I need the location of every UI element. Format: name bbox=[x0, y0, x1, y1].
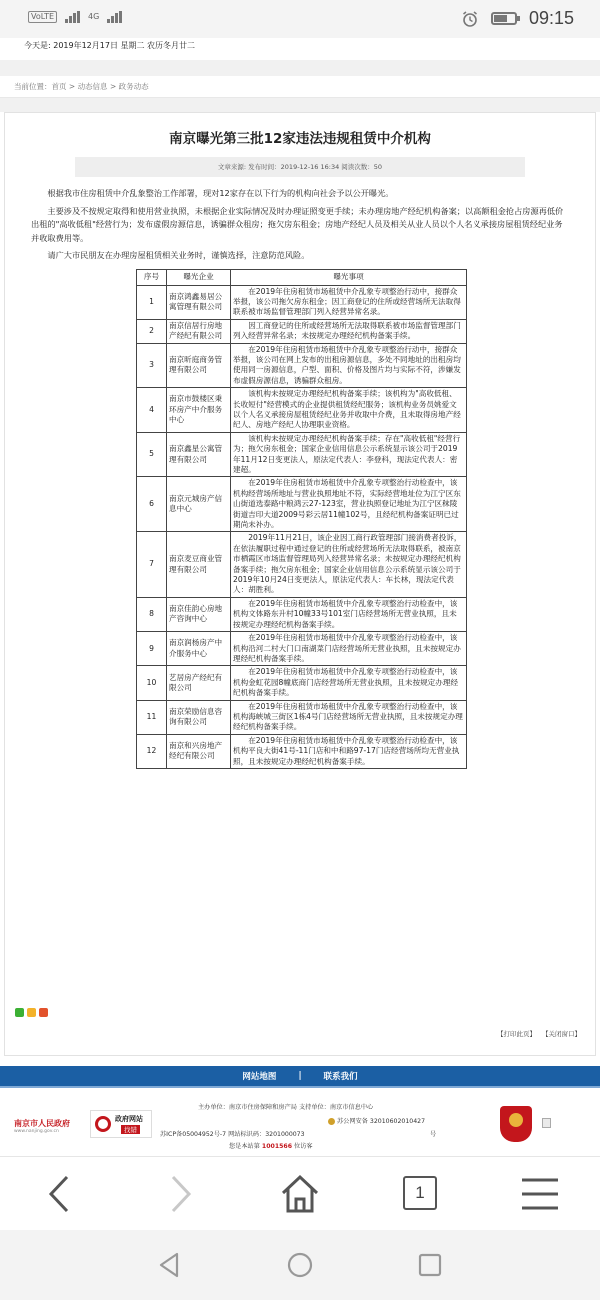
qzone-share-icon[interactable] bbox=[27, 1008, 36, 1017]
spacer bbox=[0, 60, 600, 76]
exposure-detail: 在2019年住房租赁市场租赁中介乱象专项整治行动检查中，该机构沿河二村大门口南湖菜门店经营场所无营业执照，且未按规定办理经纪机构备案手续。 bbox=[231, 632, 467, 666]
police-record[interactable] bbox=[328, 1116, 425, 1125]
col-header-detail: 曝光事项 bbox=[231, 269, 467, 285]
article-body bbox=[5, 187, 595, 263]
close-window-link[interactable]: 【关闭窗口】 bbox=[542, 1030, 581, 1038]
breadcrumb-separator: > bbox=[107, 82, 119, 91]
article-meta: 文章来源: 发布时间：2019-12-16 16:34 阅读次数：50 bbox=[75, 157, 525, 177]
company-name: 南京和兴房地产经纪有限公司 bbox=[167, 734, 231, 768]
alarm-icon bbox=[461, 10, 479, 28]
company-name: 南京荣励信息咨询有限公司 bbox=[167, 700, 231, 734]
share-icons bbox=[15, 1008, 48, 1017]
visits-count: 1001566 bbox=[261, 1143, 293, 1150]
battery-icon bbox=[491, 12, 517, 25]
footer-separator: | bbox=[298, 1071, 302, 1081]
footer-nav bbox=[0, 1066, 600, 1086]
gov-logo-text: 南京市人民政府 bbox=[14, 1119, 70, 1128]
table-row bbox=[137, 666, 467, 700]
exposure-detail: 在2019年住房租赁市场租赁中介乱象专项整治行动检查中，该机构平良大街41号-11门店和中和路97-17门店经营场所均无营业执照，且未按规定办理经纪机构备案手续。 bbox=[231, 734, 467, 768]
table-row bbox=[137, 319, 467, 343]
company-name: 南京佳韵心房地产咨询中心 bbox=[167, 597, 231, 631]
breadcrumb-separator: > bbox=[66, 82, 78, 91]
system-home-icon[interactable] bbox=[285, 1250, 315, 1280]
exposure-detail: 在2019年住房租赁市场租赁中介乱象专项整治行动检查中，该机构文体路东升村10幢33号101室门店经营场所无营业执照，且未按规定办理经纪机构备案手续。 bbox=[231, 597, 467, 631]
volte-indicator: VoLTE bbox=[28, 11, 57, 23]
system-recents-icon[interactable] bbox=[415, 1250, 445, 1280]
table-row bbox=[137, 700, 467, 734]
breadcrumb-prefix: 当前位置： bbox=[14, 82, 52, 91]
exposure-detail: 在2019年住房租赁市场租赁中介乱象专项整治行动中，接群众举报，该公司在网上发布的出租房源信息，多处不同地址的出租房均使用同一房源信息，户型、面积、价格及图片均与实际不符，涉嫌发布虚假房源信息，诱骗群众租房。 bbox=[231, 343, 467, 388]
breadcrumb-home[interactable]: 首页 bbox=[51, 82, 67, 91]
error-logo-title: 政府网站 bbox=[115, 1115, 143, 1123]
footer bbox=[0, 1088, 600, 1156]
row-number: 4 bbox=[137, 388, 167, 433]
network-type: 4G bbox=[88, 12, 100, 21]
table-row bbox=[137, 477, 467, 532]
icp-text: 苏ICP备05004952号-7 网站标识码：3201000073 bbox=[160, 1131, 305, 1138]
browser-toolbar bbox=[0, 1156, 600, 1230]
exposure-detail: 该机构未按规定办理经纪机构备案手续；存在"高收低租"经营行为；拖欠房东租金；国家企业信用信息公示系统显示该公司于2019年11月12日变更法人，原法定代表人：李登科，现法定代表人：密建超。 bbox=[231, 432, 467, 477]
back-icon[interactable] bbox=[35, 1169, 85, 1219]
row-number: 10 bbox=[137, 666, 167, 700]
date-line: 今天是: 2019年12月17日 星期二 农历冬月廿二 bbox=[0, 38, 600, 60]
spacer bbox=[0, 98, 600, 112]
exposure-detail: 因工商登记的住所或经营场所无法取得联系被市场监督管理部门列入经营异常名录；未按规定办理经纪机构备案手续。 bbox=[231, 319, 467, 343]
company-name: 南京信居行房地产经纪有限公司 bbox=[167, 319, 231, 343]
exposure-detail: 在2019年住房租赁市场租赁中介乱象专项整治行动检查中，该机构经营场所地址与营业执照地址不符，实际经营地址位为江宁区东山街道选泰路中粮鸿云27-123室，营业执照登记地址为江宁区秣陵街道吉印大道2009号彩云居11幢102号，且经纪机构备案证明已过期尚未补办。 bbox=[231, 477, 467, 532]
row-number: 3 bbox=[137, 343, 167, 388]
table-row bbox=[137, 532, 467, 597]
col-header-no: 序号 bbox=[137, 269, 167, 285]
paragraph: 根据我市住房租赁中介乱象整治工作部署，现对12家存在以下行为的机构向社会予以公开曝光。 bbox=[47, 188, 394, 198]
gov-logo-url: www.nanjing.gov.cn bbox=[14, 1129, 59, 1134]
system-back-icon[interactable] bbox=[155, 1250, 185, 1280]
broken-image-icon bbox=[542, 1118, 551, 1128]
error-logo-button: 找错 bbox=[121, 1125, 140, 1134]
row-number: 5 bbox=[137, 432, 167, 477]
exposure-table bbox=[136, 269, 467, 769]
wechat-share-icon[interactable] bbox=[15, 1008, 24, 1017]
breadcrumb-dynamics[interactable]: 动态信息 bbox=[77, 82, 108, 91]
article-panel bbox=[4, 112, 596, 1056]
table-row bbox=[137, 343, 467, 388]
party-org-badge-icon[interactable] bbox=[500, 1106, 532, 1142]
table-row bbox=[137, 388, 467, 433]
company-name: 南京鸿鑫易居公寓管理有限公司 bbox=[167, 285, 231, 319]
signal-icon bbox=[65, 11, 80, 23]
table-header-row bbox=[137, 269, 467, 285]
breadcrumb-gov-news[interactable]: 政务动态 bbox=[118, 82, 149, 91]
table-row bbox=[137, 734, 467, 768]
visits-suffix: 位访客 bbox=[292, 1143, 313, 1150]
paragraph: 主要涉及不按规定取得和使用营业执照，未根据企业实际情况及时办理证照变更手续；未办理房地产经纪机构备案；以高额租金抢占房源再低价出租的"高收低租"经营行为；发布虚假房源信息，诱骗群众租房；拖欠房东租金；房地产经纪人员及相关从业人员以个人名义承接房屋租赁经纪业务并收取费用等。 bbox=[31, 205, 564, 243]
menu-icon[interactable] bbox=[515, 1169, 565, 1219]
row-number: 1 bbox=[137, 285, 167, 319]
exposure-detail: 该机构未按规定办理经纪机构备案手续；该机构为"高收低租、长收短付"经营模式的企业提供租赁经纪服务；该机构业务员姚爱文以个人名义承接房屋租赁经纪业务并收取中介费，且未取得房地产经纪人、房地产经纪人协理职业资格。 bbox=[231, 388, 467, 433]
article-title: 南京曝光第三批12家违法违规租赁中介机构 bbox=[169, 131, 431, 147]
clock: 09:15 bbox=[528, 8, 574, 28]
col-header-company: 曝光企业 bbox=[167, 269, 231, 285]
print-link[interactable]: 【打印此页】 bbox=[497, 1030, 536, 1038]
company-name: 南京昕庭商务管理有限公司 bbox=[167, 343, 231, 388]
system-nav-bar bbox=[0, 1230, 600, 1300]
company-name: 南京鑫星公寓管理有限公司 bbox=[167, 432, 231, 477]
table-row bbox=[137, 632, 467, 666]
contact-link[interactable]: 联系我们 bbox=[323, 1072, 358, 1082]
page-actions bbox=[497, 1029, 581, 1038]
table-row bbox=[137, 432, 467, 477]
row-number: 12 bbox=[137, 734, 167, 768]
sitemap-link[interactable]: 网站地图 bbox=[242, 1072, 277, 1082]
nanjing-gov-logo[interactable] bbox=[14, 1118, 70, 1134]
company-name: 南京市鼓楼区秉环房产中介服务中心 bbox=[167, 388, 231, 433]
record-suffix: 号 bbox=[430, 1131, 437, 1138]
tab-count-button[interactable]: 1 bbox=[403, 1176, 437, 1210]
sponsor-text: 主办单位：南京市住房保障和房产局 支持单位：南京市信息中心 bbox=[198, 1104, 374, 1111]
exposure-detail: 在2019年住房租赁市场租赁中介乱象专项整治行动检查中，该机构金虹花园8幢底商门店经营场所无营业执照，且未按规定办理经纪机构备案手续。 bbox=[231, 666, 467, 700]
visits-prefix: 您是本站第 bbox=[229, 1143, 262, 1150]
weibo-share-icon[interactable] bbox=[39, 1008, 48, 1017]
company-name: 南京麦豆商业管理有限公司 bbox=[167, 532, 231, 597]
row-number: 7 bbox=[137, 532, 167, 597]
status-bar bbox=[0, 0, 600, 38]
breadcrumb bbox=[0, 76, 600, 98]
row-number: 8 bbox=[137, 597, 167, 631]
row-number: 9 bbox=[137, 632, 167, 666]
visitor-counter bbox=[229, 1141, 313, 1150]
row-number: 11 bbox=[137, 700, 167, 734]
company-name: 艺居房产经纪有限公司 bbox=[167, 666, 231, 700]
table-row bbox=[137, 285, 467, 319]
report-error-logo[interactable] bbox=[90, 1110, 152, 1138]
forward-icon[interactable] bbox=[155, 1169, 205, 1219]
paragraph: 请广大市民朋友在办理房屋租赁相关业务时，谨慎选择，注意防范风险。 bbox=[47, 250, 310, 260]
signal-icon-2 bbox=[107, 11, 122, 23]
exposure-detail: 在2019年住房租赁市场租赁中介乱象专项整治行动检查中，该机构海峡城三街区1栋4号门店经营场所无营业执照，且未按规定办理经纪机构备案手续。 bbox=[231, 700, 467, 734]
company-name: 南京润杨房产中介服务中心 bbox=[167, 632, 231, 666]
police-badge-icon bbox=[328, 1118, 335, 1125]
home-icon[interactable] bbox=[275, 1169, 325, 1219]
row-number: 2 bbox=[137, 319, 167, 343]
exposure-detail: 在2019年住房租赁市场租赁中介乱象专项整治行动中，接群众举报，该公司拖欠房东租金；因工商登记的住所或经营场所无法取得联系被市场监督管理部门列入经营异常名录。 bbox=[231, 285, 467, 319]
magnifier-icon bbox=[95, 1116, 111, 1132]
row-number: 6 bbox=[137, 477, 167, 532]
company-name: 南京元城房产信息中心 bbox=[167, 477, 231, 532]
exposure-detail: 2019年11月21日，该企业因工商行政管理部门接消费者投诉，在依法履职过程中通过登记的住所或经营场所无法取得联系，被南京市栖霞区市场监督管理局列入经营异常名录；未按规定办理经纪机构备案手续；拖欠房东租金；国家企业信用信息公示系统显示该公司于2019年10月24日变更法人，原法定代表人：车长林，现法定代表人：胡胜利。 bbox=[231, 532, 467, 597]
table-row bbox=[137, 597, 467, 631]
police-record-text: 苏公网安备 32010602010427 bbox=[337, 1118, 426, 1125]
